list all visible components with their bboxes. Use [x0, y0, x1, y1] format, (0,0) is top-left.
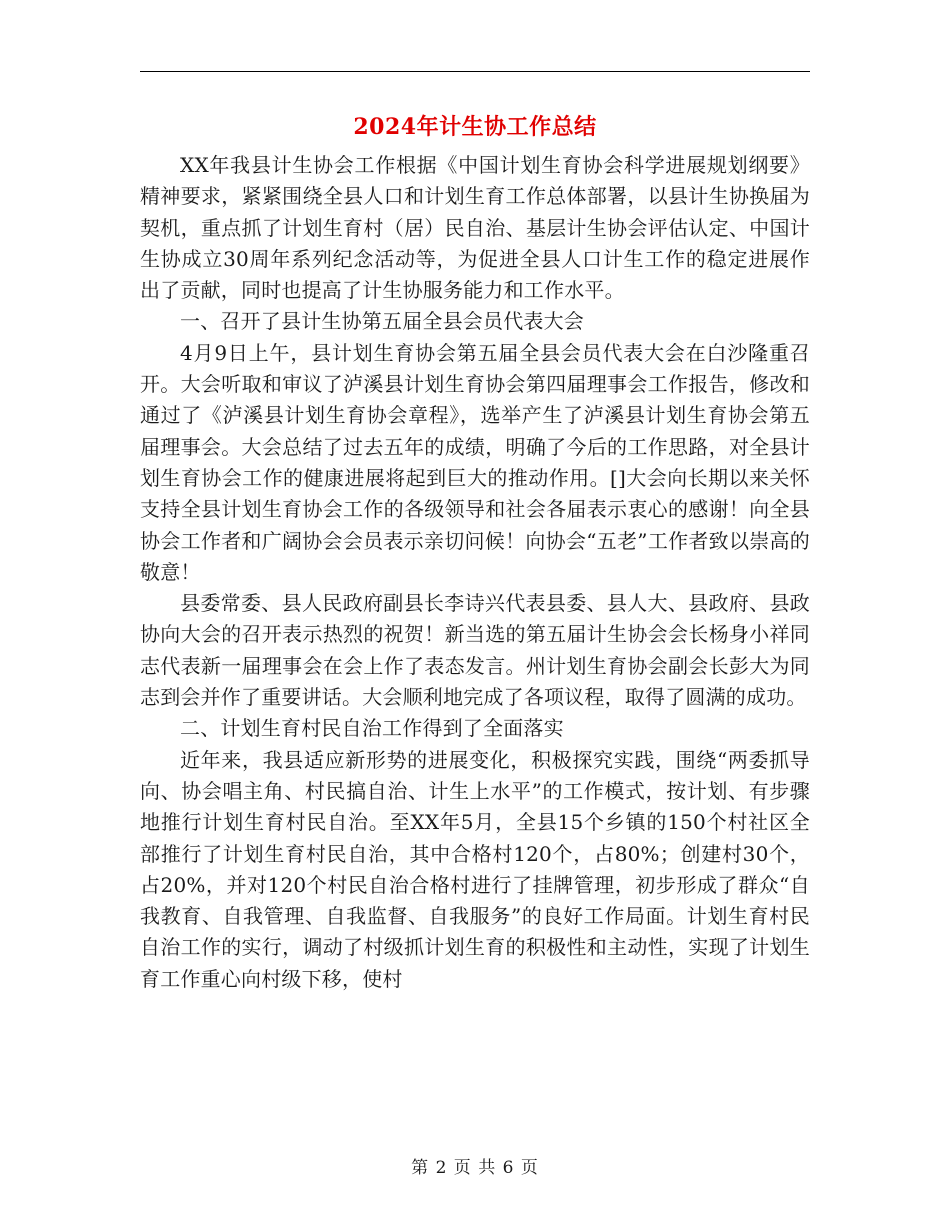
section-heading-1: 一、召开了县计生协第五届全县会员代表大会 — [180, 309, 584, 334]
header-rule — [140, 71, 810, 72]
page-number-footer: 第 2 页 共 6 页 — [411, 1158, 539, 1178]
section-heading-2: 二、计划生育村民自治工作得到了全面落实 — [180, 716, 564, 741]
paragraph-intro: XX年我县计生协会工作根据《中国计划生育协会科学进展规划纲要》精神要求，紧紧围绕全县人口和计划生育工作总体部署，以县计生协换届为契机，重点抓了计划生育村（居）民自治、基层计生协会评估认定、中国计生协成立30周年系列纪念活动等，为促进全县人口计生工作的稳定进展作出了贡献，同时也提高了计生协服务能力和工作水平。 — [140, 153, 810, 303]
document-body — [140, 150, 810, 995]
paragraph-congress-speeches: 县委常委、县人民政府副县长李诗兴代表县委、县人大、县政府、县政协向大会的召开表示热烈的祝贺！新当选的第五届计生协会会长杨身小祥同志代表新一届理事会在会上作了表态发言。州计划生育协会副会长彭大为同志到会并作了重要讲话。大会顺利地完成了各项议程，取得了圆满的成功。 — [140, 591, 810, 710]
document-title: 2024年计生协工作总结 — [353, 114, 597, 140]
paragraph-self-governance: 近年来，我县适应新形势的进展变化，积极探究实践，围绕“两委抓导向、协会唱主角、村民搞自治、计生上水平”的工作模式，按计划、有步骤地推行计划生育村民自治。至XX年5月，全县15个乡镇的150个村社区全部推行了计划生育村民自治，其中合格村120个，占80%；创建村30个，占20%，并对120个村民自治合格村进行了挂牌管理，初步形成了群众“自我教育、自我管理、自我监督、自我服务”的良好工作局面。计划生育村民自治工作的实行，调动了村级抓计划生育的积极性和主动性，实现了计划生育工作重心向村级下移，使村 — [140, 747, 810, 991]
paragraph-congress: 4月9日上午，县计划生育协会第五届全县会员代表大会在白沙隆重召开。大会听取和审议了泸溪县计划生育协会第四届理事会工作报告，修改和通过了《泸溪县计划生育协会章程》，选举产生了泸溪县计划生育协会第五届理事会。大会总结了过去五年的成绩，明确了今后的工作思路，对全县计划生育协会工作的健康进展将起到巨大的推动作用。[]大会向长期以来关怀支持全县计划生育协会工作的各级领导和社会各届表示衷心的感谢！向全县协会工作者和广阔协会会员表示亲切问候！向协会“五老”工作者致以崇高的敬意！ — [140, 340, 810, 584]
